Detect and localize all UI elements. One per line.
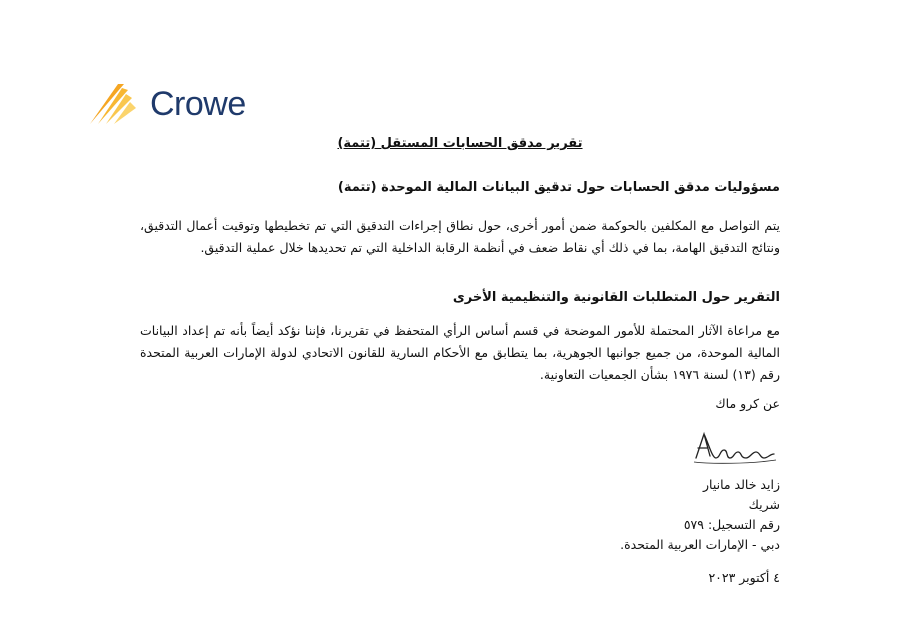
section2-heading: التقرير حول المتطلبات القانونية والتنظيمية الأخرى <box>452 290 780 305</box>
logo-wordmark: Crowe <box>150 85 246 123</box>
section1-paragraph: يتم التواصل مع المكلفين بالحوكمة ضمن أمور أخرى، حول نطاق إجراءات التدقيق التي تم تخطيطها وتوقيت أعمال التدقيق، ونتائج التدقيق الهامة، بما في ذلك أي نقاط ضعف في أنظمة الرقابة الداخلية التي تم تحديدها خلال عملية التدقيق. <box>140 218 780 255</box>
signatory-block <box>140 475 780 555</box>
registration-number: رقم التسجيل: ٥٧٩ <box>683 517 780 532</box>
signatory-role: شريك <box>748 497 780 512</box>
section1-heading: مسؤوليات مدقق الحسابات حول تدقيق البيانات المالية الموحدة (تتمة) <box>337 180 780 195</box>
report-title: تقرير مدقق الحسابات المستقل (تتمة) <box>337 136 583 151</box>
report-date: ٤ أكتوبر ٢٠٢٣ <box>708 570 780 585</box>
signatory-name: زايد خالد مانيار <box>702 477 780 492</box>
section2-paragraph: مع مراعاة الآثار المحتملة للأمور الموضحة في قسم أساس الرأي المتحفظ في تقريرنا، فإننا نؤكد أيضاً بأنه تم إعداد البيانات المالية الموحدة، من جميع جوانبها الجوهرية، بما يتطابق مع الأحكام السارية للقانون الاتحادي لدولة الإمارات العربية المتحدة رقم (١٣) لسنة ١٩٧٦ بشأن الجمعيات التعاونية. <box>140 323 780 382</box>
signature-image <box>690 428 780 468</box>
crowe-logo <box>88 80 258 130</box>
signatory-location: دبي - الإمارات العربية المتحدة. <box>620 537 780 552</box>
firm-name: عن كرو ماك <box>715 396 780 411</box>
crowe-swoosh-icon <box>88 80 148 128</box>
